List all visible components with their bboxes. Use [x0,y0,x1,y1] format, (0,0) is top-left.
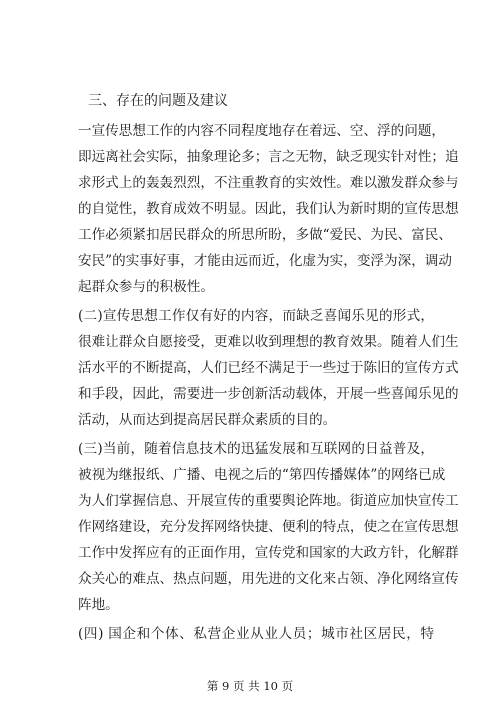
section-heading: 三、存在的问题及建议 [88,93,228,109]
paragraph-line: (四) 国企和个体、私营企业从业人员；城市社区居民，特 [78,626,434,642]
paragraph-line: 阵地。 [78,597,119,613]
paragraph-3 [78,436,459,618]
paragraph-line: 的自觉性，教育成效不明显。因此，我们认为新时期的宣传思想 [78,201,459,217]
paragraph-line: 作网络建设，充分发挥网络快捷、便利的特点，使之在宣传思想 [78,519,459,535]
page-footer: 第 9 页 共 10 页 [206,679,294,693]
paragraph-line: 即远离社会实际，抽象理论多；言之无物，缺乏现实针对性；追 [78,149,459,165]
paragraph-line: 求形式上的轰轰烈烈，不注重教育的实效性。难以激发群众参与 [78,175,459,191]
document-body [78,88,459,650]
paragraph-line: 安民”的实事好事，才能由远而近，化虚为实，变浮为深，调动 [78,253,452,269]
paragraph-line: 一宣传思想工作的内容不同程度地存在着远、空、浮的问题， [78,123,446,139]
paragraph-line: 众关心的难点、热点问题，用先进的文化来占领、净化网络宣传 [78,571,459,587]
paragraph-4 [78,621,434,647]
paragraph-line: 起群众参与的积极性。 [78,279,214,295]
paragraph-line: 活动，从而达到提高居民群众素质的目的。 [78,412,337,428]
paragraph-line: 工作中发挥应有的正面作用，宣传党和国家的大政方针，化解群 [78,545,459,561]
paragraph-2 [78,303,459,433]
paragraph-line: (三)当前，随着信息技术的迅猛发展和互联网的日益普及， [78,441,434,457]
paragraph-1 [78,118,459,300]
paragraph-line: 和手段，因此，需要进一步创新活动载体，开展一些喜闻乐见的 [78,386,459,402]
paragraph-line: 被视为继报纸、广播、电视之后的“第四传播媒体”的网络已成 [78,467,446,483]
paragraph-line: 为人们掌握信息、开展宣传的重要舆论阵地。街道应加快宣传工 [78,493,459,509]
paragraph-line: 很难让群众自愿接受，更难以收到理想的教育效果。随着人们生 [78,334,459,350]
paragraph-line: (二)宣传思想工作仅有好的内容，而缺乏喜闻乐见的形式， [78,308,434,324]
paragraph-line: 工作必须紧扣居民群众的所思所盼，多做“爱民、为民、富民、 [78,227,452,243]
paragraph-line: 活水平的不断提高，人们已经不满足于一些过于陈旧的宣传方式 [78,360,459,376]
